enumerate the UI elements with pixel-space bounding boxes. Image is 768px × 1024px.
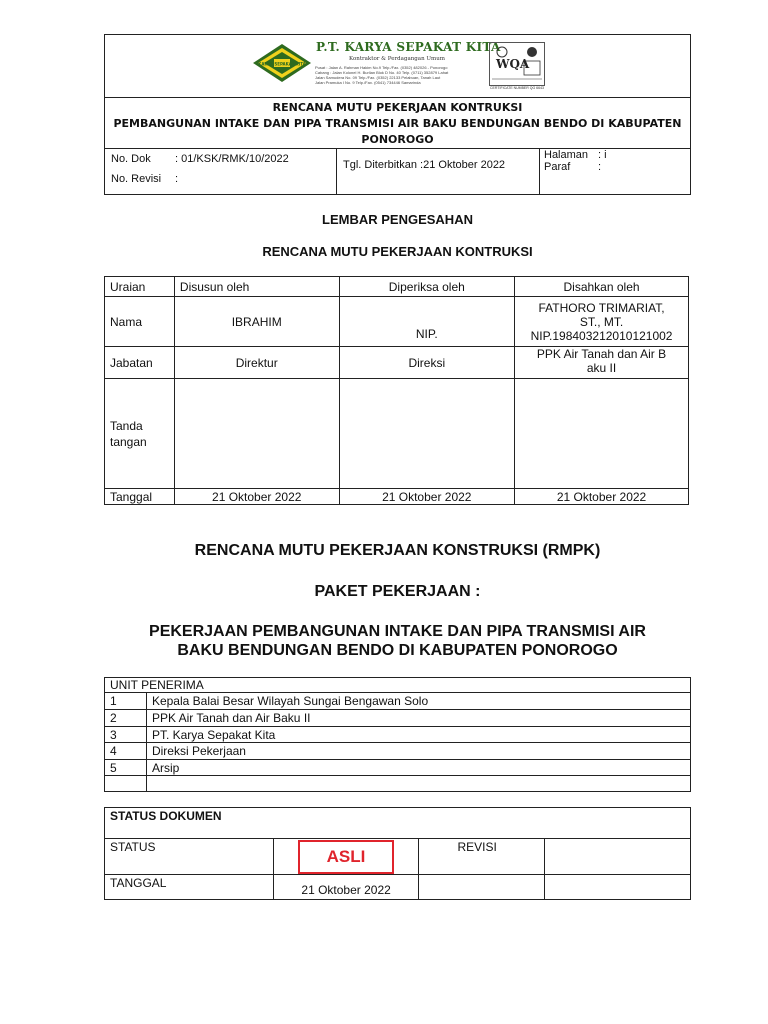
- table-header: UNIT PENERIMA: [105, 678, 691, 693]
- signature-cell: [515, 379, 689, 489]
- company-subtitle: Kontraktor & Perdagangan Umum: [349, 56, 445, 62]
- approval-table: [104, 276, 689, 505]
- certification-logo: [489, 42, 545, 86]
- status-header: STATUS DOKUMEN: [110, 809, 222, 823]
- title-line: RENCANA MUTU PEKERJAAN KONTRUKSI: [272, 101, 523, 114]
- page-cell: [540, 149, 690, 195]
- status-stamp: ASLI: [298, 840, 394, 874]
- recipient-name: Direksi Pekerjaan: [146, 743, 690, 760]
- paket-line: PEKERJAAN PEMBANGUNAN INTAKE DAN PIPA TRANSMISI AIR: [149, 623, 646, 640]
- address-line: Jalan Samudera No. 09 Telp./Fax. (0352) 22133 Pelabuan, Tanah Laut: [315, 75, 441, 80]
- no-dok-value: : 01/KSK/RMK/10/2022: [175, 153, 289, 165]
- table-cell: 21 Oktober 2022: [174, 489, 339, 505]
- logo-text: KARYA SEPAKAT KITA: [258, 61, 306, 67]
- table-cell: [515, 297, 689, 347]
- ttd-label-line: Tanda: [110, 418, 143, 433]
- revisi-cell: [545, 839, 691, 875]
- recipient-name: [146, 776, 690, 792]
- table-cell: 21 Oktober 2022: [273, 875, 419, 900]
- row-label: Tanggal: [105, 489, 175, 505]
- recipient-name: PPK Air Tanah dan Air Baku II: [146, 710, 690, 727]
- tgl-value: :21 Oktober 2022: [420, 159, 506, 171]
- document-meta: [105, 149, 690, 195]
- halaman-label: Halaman: [544, 149, 589, 161]
- table-row: [105, 727, 691, 743]
- row-number: 2: [105, 710, 147, 727]
- title-line: PONOROGO: [361, 133, 434, 146]
- doc-number-cell: [105, 149, 337, 195]
- row-label: REVISI: [419, 839, 545, 875]
- table-row: [105, 297, 689, 347]
- table-row: [105, 776, 691, 792]
- nip-label: NIP.: [415, 327, 438, 341]
- paraf-value: :: [598, 161, 602, 173]
- recipient-name: PT. Karya Sepakat Kita: [146, 727, 690, 743]
- recipient-name: Kepala Balai Besar Wilayah Sungai Bengawan Solo: [146, 693, 690, 710]
- table-header: Disusun oleh: [174, 277, 339, 297]
- table-cell: [515, 347, 689, 379]
- address-line: Pusat : Jalan A. Rahman Hakim No.9 Telp./Fax. (0352) 482026 - Ponorogo: [315, 65, 448, 70]
- tgl-label: Tgl. Diterbitkan: [343, 159, 417, 171]
- table-row: [105, 875, 691, 900]
- no-revisi-value: :: [175, 173, 179, 185]
- address-line: Cabang : Jalan Kolonel H. Burlian Blok D No. 40 Telp. (0711) 352879 Lahat: [315, 70, 449, 75]
- halaman-value: : i: [598, 149, 607, 161]
- table-cell: [339, 297, 515, 347]
- table-row: [105, 489, 689, 505]
- table-row: [105, 808, 691, 839]
- table-row: [105, 678, 691, 693]
- paraf-label: Paraf: [544, 161, 571, 173]
- row-label: STATUS: [105, 839, 274, 875]
- paket-title: [104, 622, 691, 660]
- table-header: Uraian: [105, 277, 175, 297]
- table-header: [105, 808, 691, 839]
- rmpk-title: RENCANA MUTU PEKERJAAN KONSTRUKSI (RMPK): [194, 542, 601, 559]
- table-row: [105, 760, 691, 776]
- row-number: 3: [105, 727, 147, 743]
- paket-line: BAKU BENDUNGAN BENDO DI KABUPATEN PONOROGO: [177, 642, 618, 659]
- table-header: Diperiksa oleh: [339, 277, 515, 297]
- document-header: [104, 34, 691, 195]
- table-row: [105, 347, 689, 379]
- table-row: [105, 379, 689, 489]
- row-label: Jabatan: [105, 347, 175, 379]
- table-row: [105, 743, 691, 760]
- company-name: P.T. KARYA SEPAKAT KITA: [316, 40, 501, 54]
- table-row: [105, 839, 691, 875]
- no-revisi-label: No. Revisi: [111, 173, 162, 185]
- ttd-label-line: tangan: [110, 434, 147, 449]
- row-label: TANGGAL: [105, 875, 274, 900]
- issue-date-cell: [337, 149, 540, 195]
- title-line: PEMBANGUNAN INTAKE DAN PIPA TRANSMISI AIR BAKU BENDUNGAN BENDO DI KABUPATEN: [113, 117, 682, 130]
- company-address: [315, 65, 490, 85]
- address-line: Jalan Pramuka I No. 9 Telp./Fax. (0541) 734446 Samarinda: [315, 80, 421, 85]
- certification-name: WQA: [496, 57, 530, 71]
- lembar-title: LEMBAR PENGESAHAN: [322, 212, 473, 227]
- jabatan-line: aku II: [586, 361, 617, 375]
- table-row: [105, 693, 691, 710]
- letterhead: [105, 35, 690, 97]
- approver-title: ST., MT.: [579, 314, 624, 329]
- row-number: 4: [105, 743, 147, 760]
- approver-nip: NIP.198403212010121002: [530, 328, 673, 343]
- certification-number: CERTIFICATE NUMBER QG 6643: [490, 86, 544, 90]
- row-label: [105, 379, 175, 489]
- table-row: [105, 710, 691, 727]
- row-label: Nama: [105, 297, 175, 347]
- paket-label: PAKET PEKERJAAN :: [314, 583, 481, 600]
- status-table: [104, 807, 691, 900]
- table-cell: Direktur: [174, 347, 339, 379]
- table-cell: 21 Oktober 2022: [515, 489, 689, 505]
- row-number: 5: [105, 760, 147, 776]
- table-cell: IBRAHIM: [174, 297, 339, 347]
- lembar-subtitle: RENCANA MUTU PEKERJAAN KONTRUKSI: [262, 244, 533, 259]
- table-cell: Direksi: [339, 347, 515, 379]
- table-row: [105, 277, 689, 297]
- table-header: Disahkan oleh: [515, 277, 689, 297]
- table-cell: 21 Oktober 2022: [339, 489, 515, 505]
- table-cell: [419, 875, 545, 900]
- row-number: [105, 776, 147, 792]
- row-number: 1: [105, 693, 147, 710]
- no-dok-label: No. Dok: [111, 153, 151, 165]
- approver-name: FATHORO TRIMARIAT,: [538, 300, 665, 315]
- table-cell: [545, 875, 691, 900]
- document-title: [105, 97, 690, 149]
- signature-cell: [339, 379, 515, 489]
- jabatan-line: PPK Air Tanah dan Air B: [536, 347, 667, 361]
- recipient-name: Arsip: [146, 760, 690, 776]
- company-logo-icon: [252, 43, 312, 83]
- recipient-table: [104, 677, 691, 792]
- signature-cell: [174, 379, 339, 489]
